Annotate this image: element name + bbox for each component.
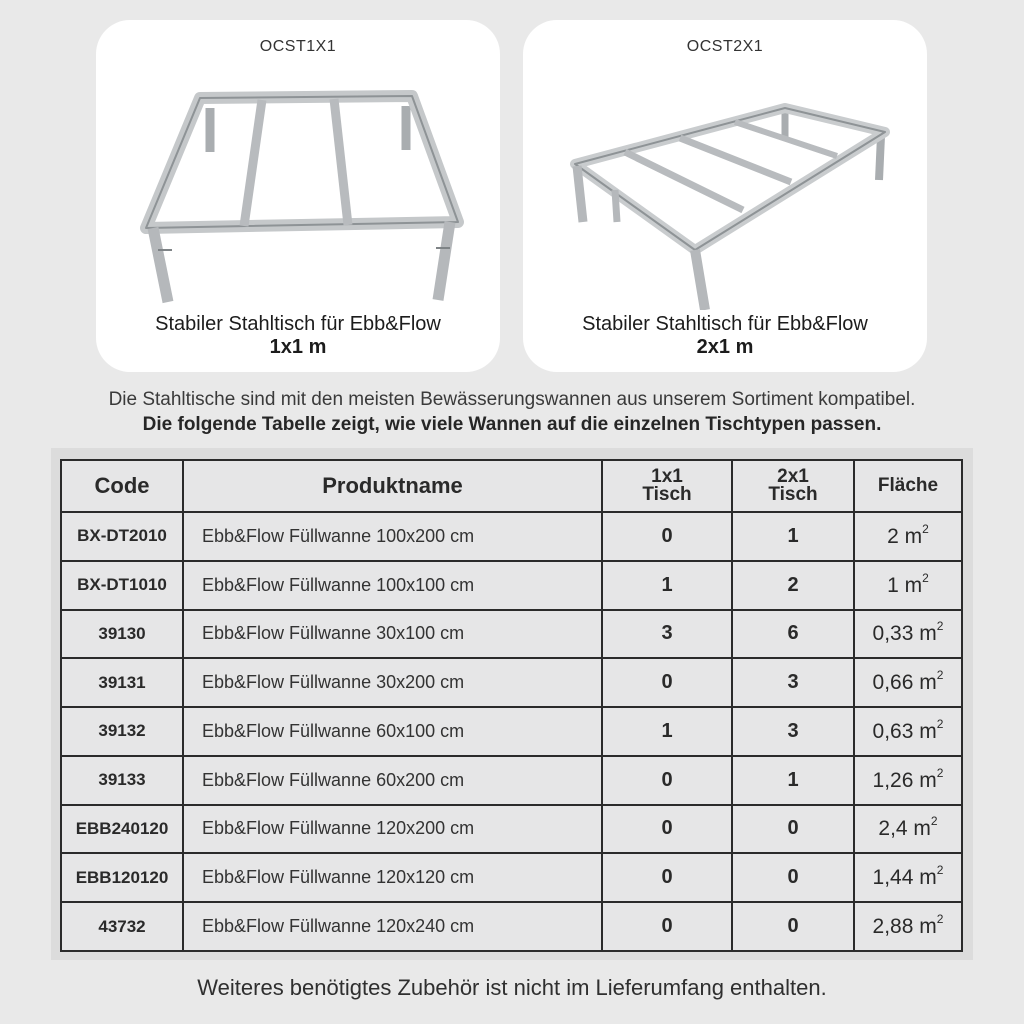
cell-1x1-count: 1 [602, 561, 732, 610]
area-value: 0,33 m [872, 622, 937, 646]
cell-2x1-count: 2 [732, 561, 854, 610]
header-1x1-table [602, 460, 732, 512]
cell-code: EBB120120 [61, 853, 183, 902]
cell-1x1-count: 1 [602, 707, 732, 756]
table-row [61, 805, 962, 854]
cell-1x1-count: 0 [602, 756, 732, 805]
cell-product-name: Ebb&Flow Füllwanne 120x200 cm [183, 805, 602, 854]
area-value: 1,44 m [872, 866, 937, 890]
area-value: 2 m [887, 524, 923, 548]
area-value: 1 m [887, 573, 923, 597]
table-row [61, 658, 962, 707]
cell-2x1-count: 1 [732, 512, 854, 561]
cell-code: 43732 [61, 902, 183, 951]
steel-table-1x1-image [118, 70, 478, 310]
cell-product-name: Ebb&Flow Füllwanne 120x240 cm [183, 902, 602, 951]
header-code: Code [61, 460, 183, 512]
cell-area [854, 658, 962, 707]
area-value: 2,4 m [878, 817, 931, 841]
cell-1x1-count: 0 [602, 902, 732, 951]
cell-1x1-count: 0 [602, 512, 732, 561]
table-row [61, 853, 962, 902]
area-value: 1,26 m [872, 768, 937, 792]
cell-code: EBB240120 [61, 805, 183, 854]
area-exponent: 2 [936, 912, 944, 927]
cell-2x1-count: 0 [732, 902, 854, 951]
cell-1x1-count: 0 [602, 853, 732, 902]
product-size: 2x1 m [696, 336, 754, 358]
product-caption-text: Stabiler Stahltisch für Ebb&Flow [155, 313, 441, 335]
cell-area [854, 707, 962, 756]
header-1x1-bottom: Tisch [642, 484, 692, 505]
intro-text [0, 387, 1024, 437]
area-value: 0,66 m [872, 671, 937, 695]
cell-1x1-count: 0 [602, 805, 732, 854]
area-exponent: 2 [936, 765, 944, 780]
area-value: 2,88 m [872, 915, 937, 939]
cell-area [854, 853, 962, 902]
cell-code: BX-DT2010 [61, 512, 183, 561]
steel-table-2x1-image [545, 70, 905, 310]
header-product-name: Produktname [183, 460, 602, 512]
product-card-1x1 [96, 20, 500, 372]
product-card-2x1 [523, 20, 927, 372]
cell-product-name: Ebb&Flow Füllwanne 30x200 cm [183, 658, 602, 707]
cell-product-name: Ebb&Flow Füllwanne 100x200 cm [183, 512, 602, 561]
cell-2x1-count: 0 [732, 853, 854, 902]
table-row [61, 902, 962, 951]
header-2x1-table [732, 460, 854, 512]
cell-area [854, 610, 962, 659]
product-code: OCST1X1 [259, 38, 337, 55]
area-exponent: 2 [936, 619, 944, 634]
cell-1x1-count: 3 [602, 610, 732, 659]
area-exponent: 2 [936, 863, 944, 878]
cell-product-name: Ebb&Flow Füllwanne 30x100 cm [183, 610, 602, 659]
cell-code: 39131 [61, 658, 183, 707]
area-exponent: 2 [936, 668, 944, 683]
compatibility-table-container [51, 448, 973, 960]
header-2x1-top: 2x1 [777, 466, 809, 487]
header-2x1-bottom: Tisch [768, 484, 818, 505]
cell-2x1-count: 3 [732, 707, 854, 756]
footer-note: Weiteres benötigtes Zubehör ist nicht im Lieferumfang enthalten. [197, 975, 827, 1000]
product-caption [96, 313, 500, 359]
header-1x1-top: 1x1 [651, 466, 683, 487]
table-row [61, 512, 962, 561]
cell-1x1-count: 0 [602, 658, 732, 707]
cell-code: 39133 [61, 756, 183, 805]
table-row [61, 707, 962, 756]
cell-product-name: Ebb&Flow Füllwanne 120x120 cm [183, 853, 602, 902]
table-body [61, 512, 962, 951]
cell-2x1-count: 1 [732, 756, 854, 805]
intro-line-2: Die folgende Tabelle zeigt, wie viele Wannen auf die einzelnen Tischtypen passen. [142, 414, 882, 435]
cell-area [854, 805, 962, 854]
area-value: 0,63 m [872, 719, 937, 743]
area-exponent: 2 [922, 570, 929, 585]
header-area: Fläche [854, 460, 962, 512]
cell-product-name: Ebb&Flow Füllwanne 60x100 cm [183, 707, 602, 756]
cell-area [854, 512, 962, 561]
cell-area [854, 902, 962, 951]
area-exponent: 2 [930, 814, 938, 829]
product-caption [523, 313, 927, 359]
cell-code: BX-DT1010 [61, 561, 183, 610]
intro-line-1: Die Stahltische sind mit den meisten Bewässerungswannen aus unserem Sortiment kompatibel. [108, 389, 916, 410]
product-size: 1x1 m [269, 336, 327, 358]
cell-area [854, 561, 962, 610]
cell-code: 39132 [61, 707, 183, 756]
table-row [61, 756, 962, 805]
table-header-row [61, 460, 962, 512]
cell-2x1-count: 3 [732, 658, 854, 707]
table-row [61, 561, 962, 610]
table-row [61, 610, 962, 659]
area-exponent: 2 [922, 521, 929, 536]
cell-2x1-count: 0 [732, 805, 854, 854]
product-code: OCST2X1 [686, 38, 764, 55]
cell-2x1-count: 6 [732, 610, 854, 659]
area-exponent: 2 [936, 716, 944, 731]
cell-product-name: Ebb&Flow Füllwanne 100x100 cm [183, 561, 602, 610]
cell-area [854, 756, 962, 805]
compatibility-table [60, 459, 963, 952]
cell-code: 39130 [61, 610, 183, 659]
product-caption-text: Stabiler Stahltisch für Ebb&Flow [582, 313, 868, 335]
cell-product-name: Ebb&Flow Füllwanne 60x200 cm [183, 756, 602, 805]
